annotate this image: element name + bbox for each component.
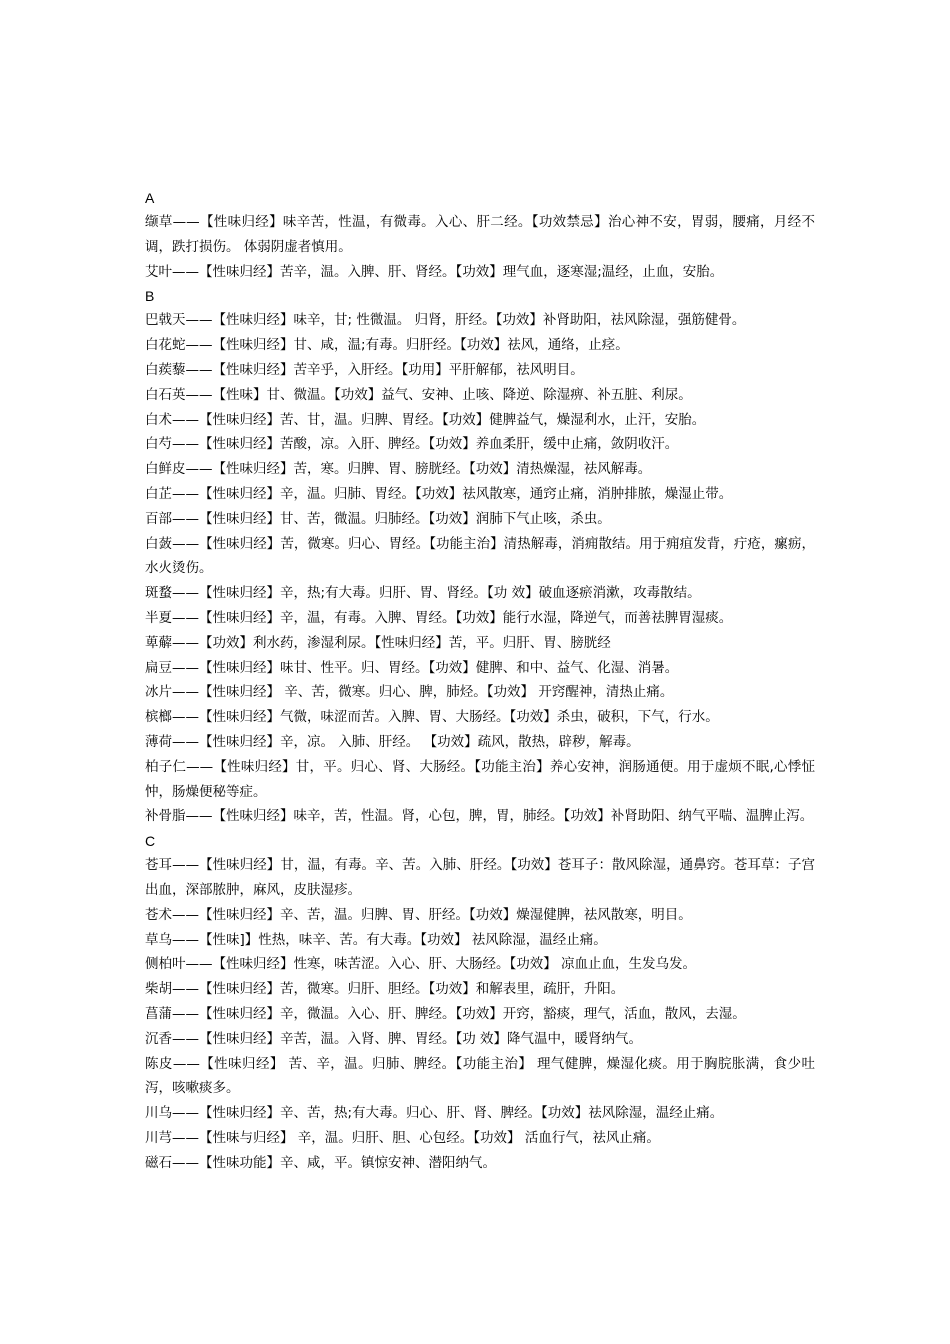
herb-entry: 侧柏叶——【性味归经】性寒，味苦涩。入心、肝、大肠经。【功效】 凉血止血，生发乌发。 (145, 956, 697, 973)
herb-entry: 补骨脂——【性味归经】味辛，苦，性温。肾，心包，脾，胃，肺经。【功效】补肾助阳、纳气平喘、温脾止泻。 (145, 808, 814, 825)
herb-entry: 白芷——【性味归经】辛，温。归肺、胃经。【功效】祛风散寒，通窍止痛，消肿排脓，燥湿止带。 (145, 485, 733, 502)
herb-entry: 半夏——【性味归经】辛，温，有毒。入脾、胃经。【功效】能行水湿，降逆气，而善祛脾胃湿痰。 (145, 609, 733, 626)
herb-entry: 白芍——【性味归经】苦酸，凉。入肝、脾经。【功效】养血柔肝，缓中止痛，敛阴收汗。 (145, 436, 679, 453)
section-heading-c: C (145, 833, 156, 850)
herb-entry: 草乌——【性味]】性热，味辛、苦。有大毒。【功效】 祛风除湿，温经止痛。 (145, 931, 607, 948)
herb-entry: 沉香——【性味归经】辛苦，温。入肾、脾、胃经。【功 效】降气温中，暖肾纳气。 (145, 1030, 643, 1047)
section-heading-b: B (145, 288, 155, 305)
herb-entry: 巴戟天——【性味归经】味辛，甘; 性微温。 归肾，肝经。【功效】补肾助阳，祛风除湿，强筋健骨。 (145, 312, 746, 329)
document-body (145, 186, 815, 1175)
herb-entry: 柴胡——【性味归经】苦，微寒。归肝、胆经。【功效】和解表里，疏肝，升阳。 (145, 981, 625, 998)
herb-entry: 萆薢——【功效】利水药，渗湿利尿。【性味归经】苦，平。归肝、胃、膀胱经 (145, 634, 611, 651)
herb-entry: 扁豆——【性味归经】味甘、性平。归、胃经。【功效】健脾、和中、益气、化湿、消暑。 (145, 659, 679, 676)
herb-entry: 菖蒲——【性味归经】辛，微温。入心、肝、脾经。【功效】开窍，豁痰，理气，活血，散风，去湿。 (145, 1005, 746, 1022)
herb-entry: 川芎——【性味与归经】 辛，温。归肝、胆、心包经。【功效】 活血行气，祛风止痛。 (145, 1129, 660, 1146)
herb-entry: 苍术——【性味归经】辛、苦，温。归脾、胃、肝经。【功效】燥湿健脾，祛风散寒，明目。 (145, 906, 692, 923)
herb-entry: 白蒺藜——【性味归经】苦辛乎，入肝经。【功用】平肝解郁，祛风明目。 (145, 361, 584, 378)
herb-entry: 川乌——【性味归经】辛、苦，热;有大毒。归心、肝、肾、脾经。【功效】祛风除湿，温经止痛。 (145, 1105, 724, 1122)
herb-entry: 缬草——【性味归经】味辛苦，性温，有微毒。入心、肝二经。【功效禁忌】治心神不安，胃弱，腰痛，月经不调，跌打损伤。 体弱阴虚者慎用。 (145, 214, 815, 255)
herb-entry: 白石英——【性味】甘、微温。【功效】益气、安神、止咳、降逆、除湿痹、补五脏、利尿。 (145, 386, 692, 403)
herb-entry: 磁石——【性味功能】辛、咸，平。镇惊安神、潜阳纳气。 (145, 1154, 496, 1171)
herb-entry: 柏子仁——【性味归经】甘，平。归心、肾、大肠经。【功能主治】养心安神，润肠通便。用于虚烦不眠,心悸怔忡，肠燥便秘等症。 (145, 758, 815, 800)
herb-entry: 百部——【性味归经】甘、苦，微温。归肺经。【功效】润肺下气止咳，杀虫。 (145, 510, 611, 527)
herb-entry: 槟榔——【性味归经】气微，味涩而苦。入脾、胃、大肠经。【功效】杀虫，破积，下气，行水。 (145, 709, 719, 726)
section-heading-a: A (145, 190, 155, 206)
herb-entry: 薄荷——【性味归经】辛，凉。 入肺、肝经。 【功效】疏风，散热，辟秽，解毒。 (145, 733, 640, 750)
herb-entry: 白花蛇——【性味归经】甘、咸，温;有毒。归肝经。【功效】祛风，通络，止痉。 (145, 337, 629, 354)
herb-entry: 白鲜皮——【性味归经】苦，寒。归脾、胃、膀胱经。【功效】清热燥湿，祛风解毒。 (145, 461, 652, 478)
herb-entry: 斑蝥——【性味归经】辛，热;有大毒。归肝、胃、肾经。【功 效】破血逐瘀消漱，攻毒散结。 (145, 585, 701, 602)
herb-entry: 艾叶——【性味归经】苦辛，温。入脾、肝、肾经。【功效】理气血，逐寒湿;温经，止血，安胎。 (145, 263, 724, 280)
herb-entry: 陈皮——【性味归经】 苦、辛，温。归肺、脾经。【功能主治】 理气健脾，燥湿化痰。用于胸脘胀满，食少吐泻，咳嗽痰多。 (145, 1055, 815, 1097)
herb-entry: 白蔹——【性味归经】苦，微寒。归心、胃经。【功能主治】清热解毒，消痈散结。用于痈疽发背，疔疮，瘰疬，水火烫伤。 (145, 535, 815, 577)
herb-entry: 白术——【性味归经】苦、甘，温。归脾、胃经。【功效】健脾益气，燥湿利水，止汗，安胎。 (145, 411, 706, 428)
herb-entry: 苍耳——【性味归经】甘，温，有毒。辛、苦。入肺、肝经。【功效】苍耳子：散风除湿，通鼻窍。苍耳草：子宫出血，深部脓肿，麻风，皮肤湿疹。 (145, 857, 815, 898)
herb-entry: 冰片——【性味归经】 辛、苦，微寒。归心、脾，肺烃。【功效】 开窍醒神，清热止痛。 (145, 684, 674, 701)
